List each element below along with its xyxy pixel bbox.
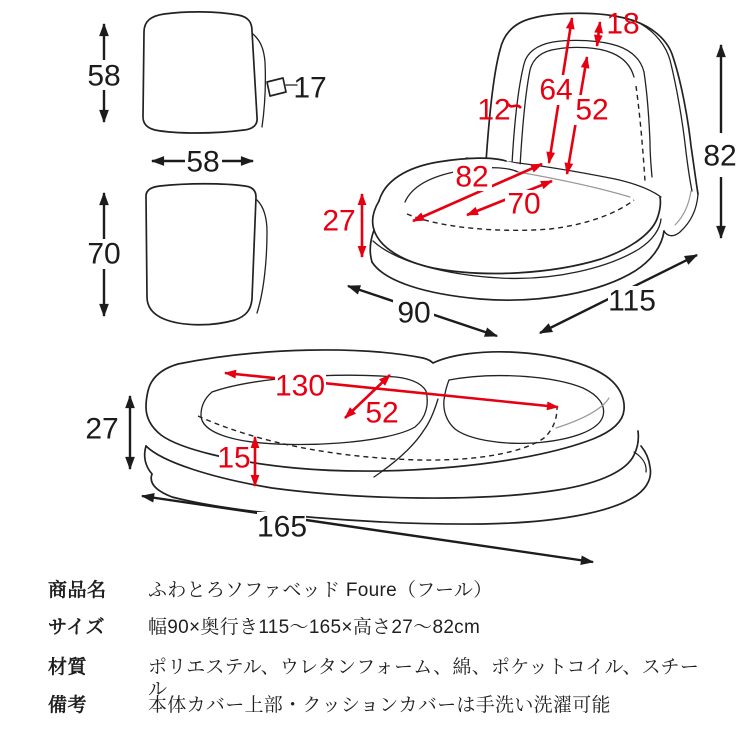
spec-value: 本体カバー上部・クッションカバーは手洗い洗濯可能 <box>148 695 611 716</box>
dim-chair-seat-width: 82 <box>455 160 489 194</box>
spec-value: 幅90×奥行き115〜165×高さ27〜82cm <box>148 617 481 638</box>
spec-row-size <box>48 617 708 639</box>
seat-cushion-drawing <box>146 184 267 325</box>
chair-drawing <box>370 13 698 300</box>
spec-label: サイズ <box>48 617 105 638</box>
dim-chair-depth: 115 <box>608 284 656 318</box>
spec-row-notes <box>48 695 708 717</box>
spec-label: 材質 <box>48 657 88 678</box>
dim-bed-total-length: 165 <box>256 510 308 544</box>
spec-label: 備考 <box>48 695 88 716</box>
dim-back-cushion-width: 58 <box>186 145 220 179</box>
dim-back-cushion-tab: 17 <box>293 71 327 105</box>
dim-chair-back-height: 64 <box>539 73 573 107</box>
dim-bed-surface-width: 52 <box>365 396 399 430</box>
dim-chair-frame-thickness: 12 <box>477 93 511 127</box>
cushion-tab <box>267 78 286 96</box>
dim-chair-back-top-offset: 18 <box>606 7 640 41</box>
dim-bed-lower-height: 15 <box>217 441 251 475</box>
back-cushion-drawing <box>143 12 297 133</box>
dim-chair-total-height: 82 <box>703 139 737 173</box>
dim-chair-width: 90 <box>397 296 431 330</box>
spec-label: 商品名 <box>48 580 107 601</box>
dim-bed-surface-length: 130 <box>274 369 326 403</box>
spec-value: ふわとろソファベッド Foure（フール） <box>148 580 493 601</box>
dim-bed-height: 27 <box>85 412 119 446</box>
dim-back-cushion-height: 58 <box>87 59 121 93</box>
dim-chair-base-height: 27 <box>322 204 356 238</box>
dim-seat-cushion-height: 70 <box>87 237 121 271</box>
dim-chair-back-inner-height: 52 <box>575 93 609 127</box>
sofa-bed-drawing <box>145 350 651 524</box>
spec-row-product-name <box>48 580 708 602</box>
spec-value: ポリエステル、ウレタンフォーム、綿、ポケットコイル、スチール <box>148 657 700 700</box>
dim-chair-seat-inner-width: 70 <box>507 187 541 221</box>
